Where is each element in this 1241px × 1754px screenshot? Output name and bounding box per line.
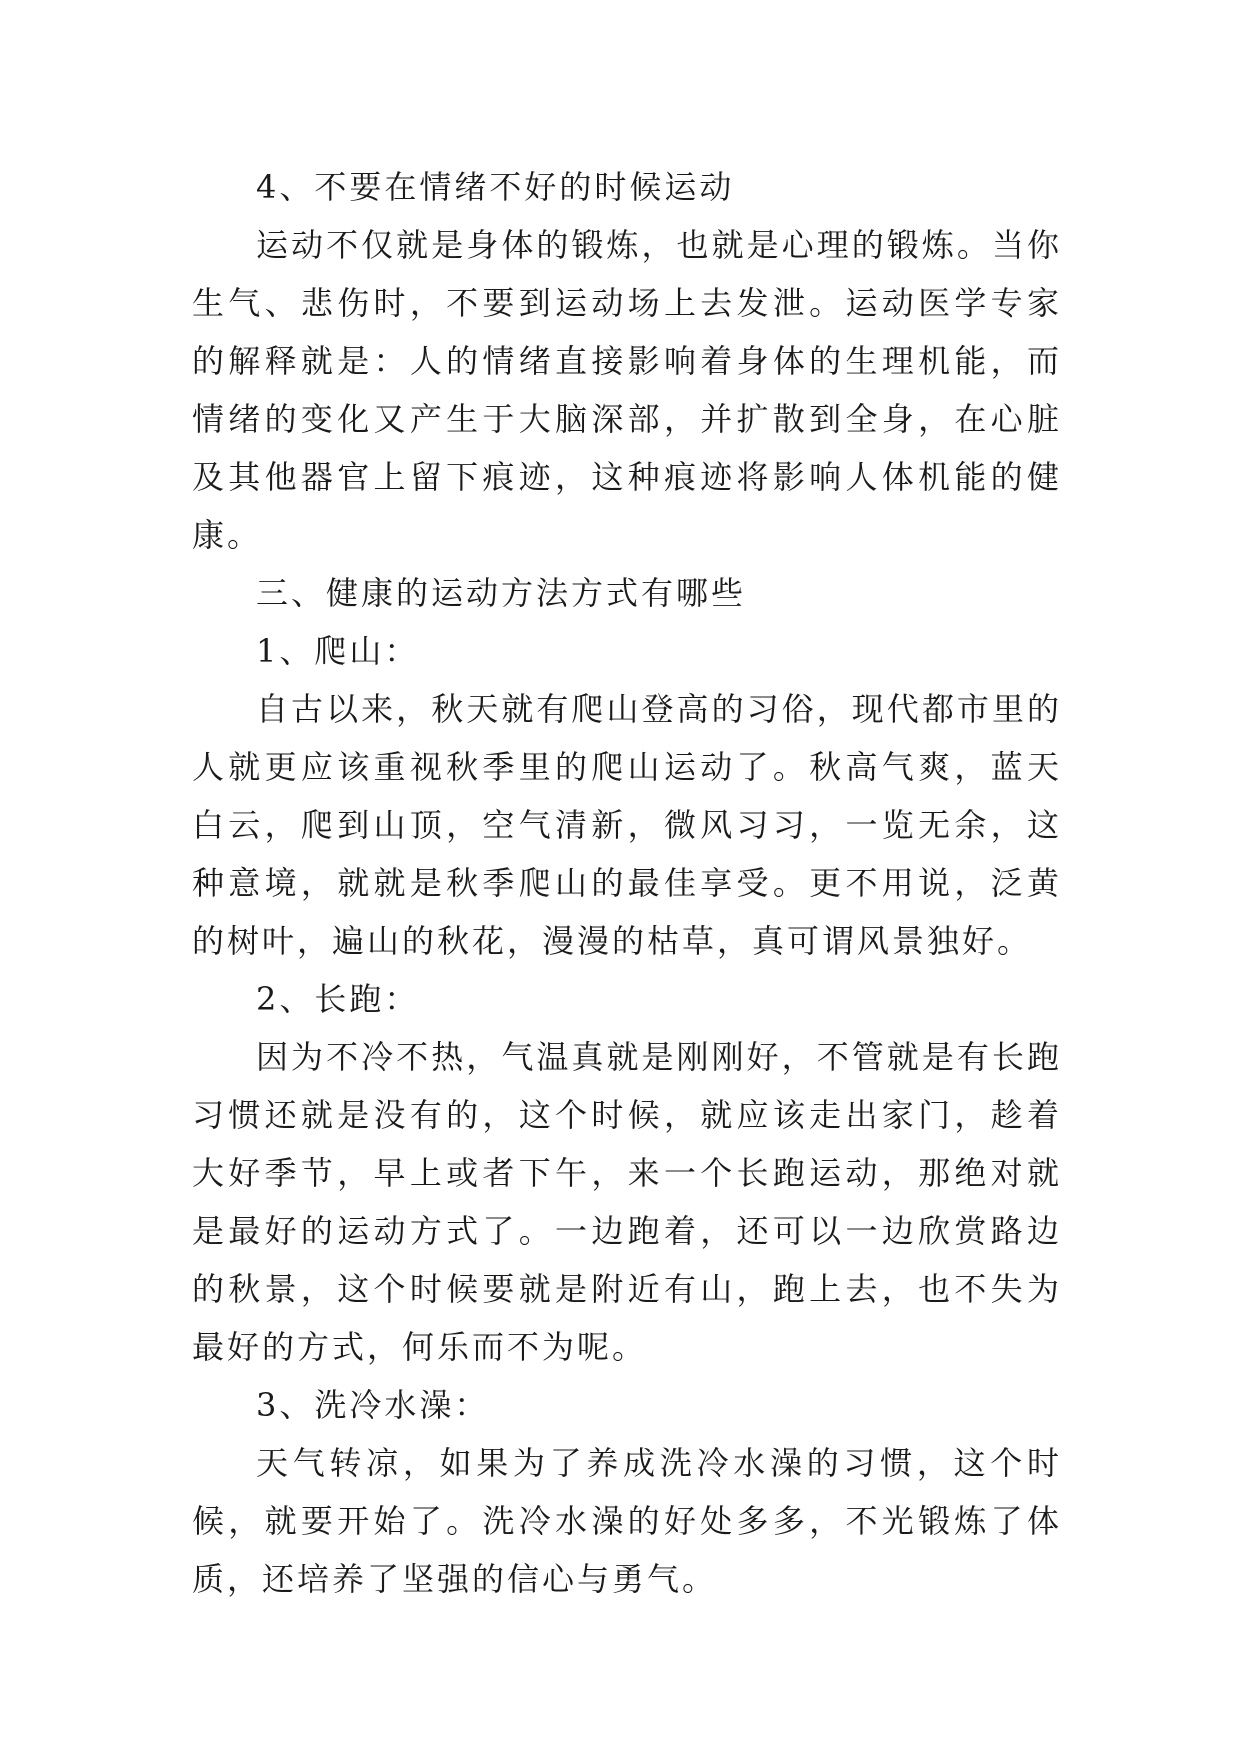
paragraph-running: 因为不冷不热，气温真就是刚刚好，不管就是有长跑习惯还就是没有的，这个时候，就应该走出家门，趁着大好季节，早上或者下午，来一个长跑运动，那绝对就是最好的运动方式了。一边跑着，还可以一边欣赏路边的秋景，这个时候要就是附近有山，跑上去，也不失为最好的方式，何乐而不为呢。 [192,1038,1062,1366]
paragraph-climbing: 自古以来，秋天就有爬山登高的习俗，现代都市里的人就更应该重视秋季里的爬山运动了。秋高气爽，蓝天白云，爬到山顶，空气清新，微风习习，一览无余，这种意境，就就是秋季爬山的最佳享受。更不用说，泛黄的树叶，遍山的秋花，漫漫的枯草，真可谓风景独好。 [192,690,1062,960]
heading-running: 2、长跑： [256,980,420,1018]
heading-cold-shower: 3、洗冷水澡： [256,1386,490,1424]
heading-healthy-exercise-methods: 三、健康的运动方法方式有哪些 [256,574,747,612]
paragraph-cold-shower: 天气转凉，如果为了养成洗冷水澡的习惯，这个时候，就要开始了。洗冷水澡的好处多多，不光锻炼了体质，还培养了坚强的信心与勇气。 [192,1444,1062,1598]
heading-climbing: 1、爬山： [256,632,420,670]
paragraph-mood-explanation: 运动不仅就是身体的锻炼，也就是心理的锻炼。当你生气、悲伤时，不要到运动场上去发泄。运动医学专家的解释就是：人的情绪直接影响着身体的生理机能，而情绪的变化又产生于大脑深部，并扩散到全身，在心脏及其他器官上留下痕迹，这种痕迹将影响人体机能的健康。 [192,226,1062,554]
document-body [192,158,1062,1608]
heading-no-exercise-bad-mood: 4、不要在情绪不好的时候运动 [256,168,735,206]
